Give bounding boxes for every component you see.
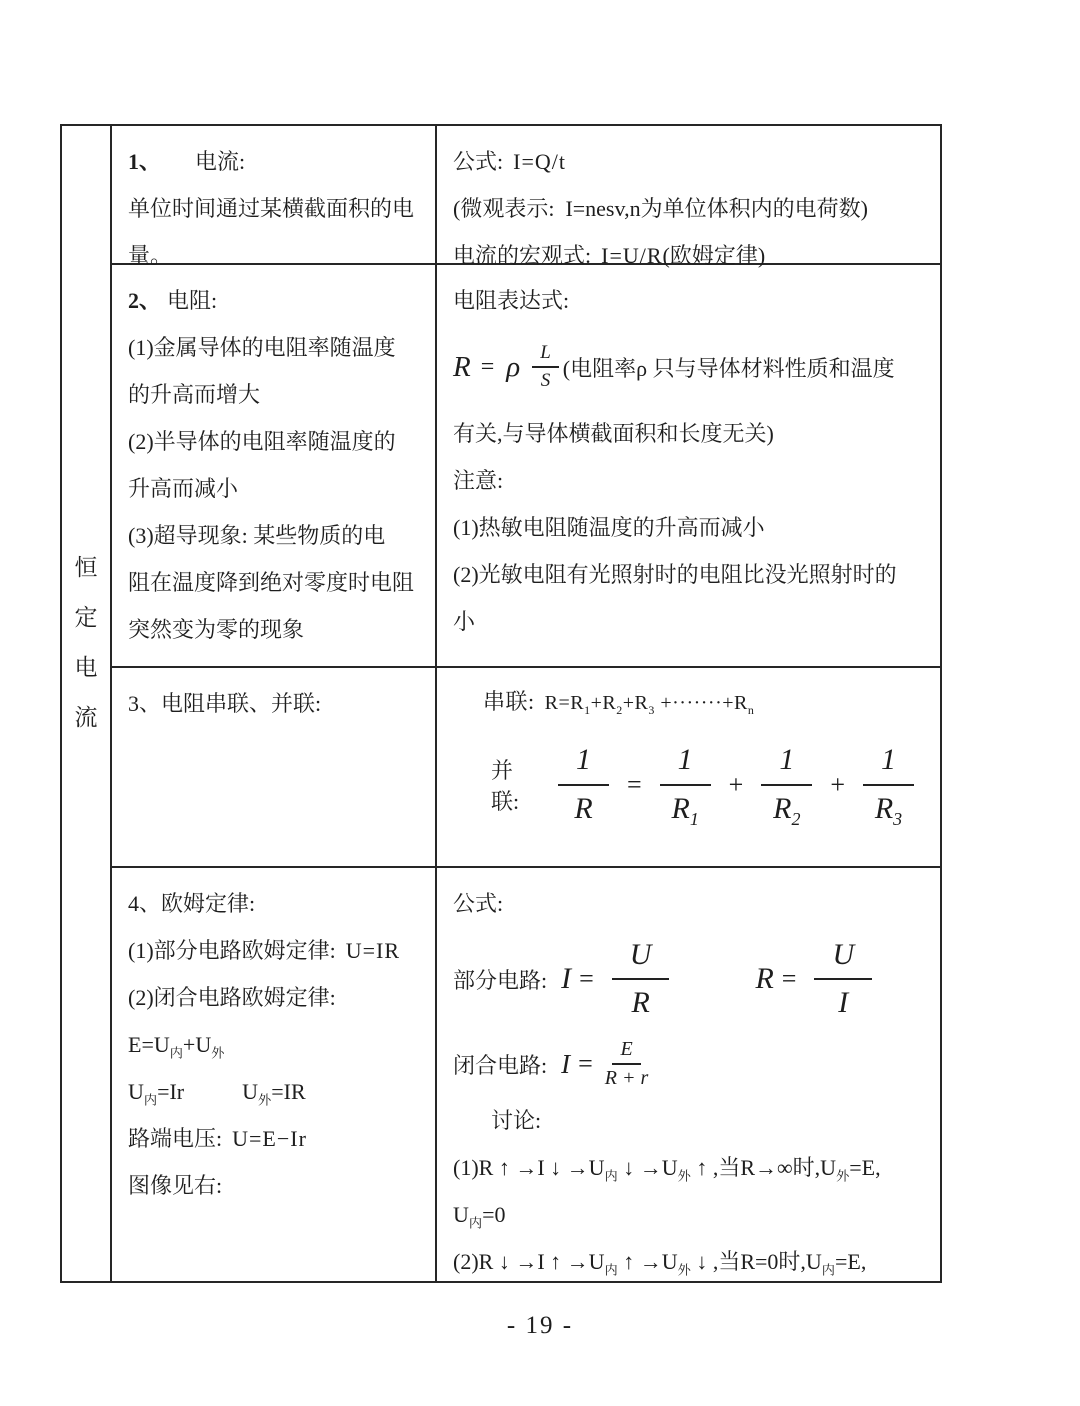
fraction-numerator: L [532, 342, 559, 368]
formula-U-E-Ir: U=E−Ir [232, 1126, 307, 1151]
subscript-wai: 外 [258, 1092, 272, 1108]
partial-circuit-formula-line [453, 927, 924, 1031]
cell-r3-left-series-parallel [110, 668, 435, 868]
discussion-text: ↓ →U [617, 1155, 678, 1180]
partial-ohm-label: (1)部分电路欧姆定律: [128, 938, 336, 963]
u-nei-formula: U [128, 1079, 144, 1104]
r4-item-line: (2)闭合电路欧姆定律: [128, 985, 336, 1010]
graph-note-line: 图像见右: [128, 1173, 223, 1198]
r1-formula-line [453, 138, 924, 185]
side-label-constant-current [62, 126, 110, 1281]
subscript-nei: 内 [604, 1262, 618, 1278]
subscript-nei: 内 [604, 1168, 618, 1184]
r1-micro-line: (微观表示: I=nesv,n为单位体积内的电荷数) [453, 196, 868, 221]
terminal-voltage-line [128, 1115, 419, 1162]
fraction-denominator: R [631, 986, 650, 1019]
side-label-char: 流 [74, 705, 98, 730]
side-label-char: 定 [74, 605, 98, 630]
item-number: 4、 [128, 891, 162, 916]
subscript: 1 [584, 703, 591, 717]
emf-formula-line [128, 1021, 419, 1068]
attention-item: (1)热敏电阻随温度的升高而减小 [453, 515, 765, 540]
subscript: 2 [616, 703, 623, 717]
formula-U-IR: U=IR [345, 938, 401, 963]
page-number: - 19 - [506, 1312, 574, 1339]
macro-label: 电流的宏观式: [453, 243, 592, 268]
cell-r2-right-resistance-expression [435, 265, 940, 668]
series-formula: +R [590, 692, 617, 714]
subscript-nei: 内 [821, 1262, 835, 1278]
r3-title-line [128, 680, 419, 727]
fraction-denominator: S [540, 370, 551, 391]
discussion-text: (2)R ↓ →I ↑ →U [453, 1249, 605, 1274]
r2-body-line: (3)超导现象: 某些物质的电 [128, 523, 386, 548]
fraction-denominator: $R_1$ [671, 791, 699, 829]
fraction-numerator: 1 [863, 743, 914, 786]
equals-sign: = [781, 964, 797, 993]
subscript: 3 [648, 703, 655, 717]
item-title: 电流: [195, 149, 246, 174]
fraction-1-R2 [761, 743, 812, 829]
fraction-L-S [532, 342, 559, 392]
u-wai-formula: U [242, 1079, 259, 1104]
fraction-numerator: 1 [761, 743, 812, 786]
discussion-item-1 [453, 1144, 924, 1191]
fraction-denominator: $R_3$ [874, 791, 903, 829]
cell-r4-right-ohms-law-formulas [435, 868, 940, 1281]
voltage-formula-line [128, 1068, 419, 1115]
fraction-numerator: 1 [660, 743, 711, 786]
fraction-denominator: R + r [604, 1067, 649, 1089]
discussion-text: U [453, 1202, 469, 1227]
side-label-char: 恒 [74, 555, 98, 580]
r2-title-line [128, 277, 419, 324]
plus-sign: + [830, 769, 845, 799]
discussion-item-2 [453, 1238, 924, 1285]
cell-r1-right-current-formulas [435, 126, 940, 268]
subscript-wai: 外 [677, 1262, 691, 1278]
subscript: 1 [689, 808, 699, 829]
r4-title-line [128, 880, 419, 927]
formula-lhs-I: I [561, 962, 572, 995]
formula-label: 公式: [453, 149, 504, 174]
r1-body-line: 量。 [128, 243, 173, 268]
series-formula: R=R [544, 692, 585, 714]
fraction-numerator: U [612, 938, 670, 981]
r1-body-line: 单位时间通过某横截面积的电 [128, 196, 415, 221]
equals-sign: = [626, 769, 642, 799]
subscript-nei: 内 [169, 1045, 183, 1061]
fraction-E-Rr [605, 1038, 649, 1090]
series-formula-line [483, 680, 924, 725]
formula-lhs-I: I [561, 1048, 571, 1079]
subscript-wai: 外 [211, 1045, 225, 1061]
discussion-text: ↓ ,当R=0时,U [690, 1249, 822, 1274]
r2-body-line: 突然变为零的现象 [128, 617, 305, 642]
emf-formula: E=U [128, 1032, 170, 1057]
formula-lhs-R: R [755, 962, 774, 995]
subscript: n [747, 703, 755, 717]
fraction-numerator: E [612, 1038, 640, 1065]
fraction-denominator: R [574, 791, 593, 825]
emf-formula: +U [182, 1032, 212, 1057]
r2-body-line: 阻在温度降到绝对零度时电阻 [128, 570, 415, 595]
formula-I-Qt: I=Q/t [513, 149, 566, 174]
cell-r4-left-ohms-law [110, 868, 435, 1281]
cell-r1-left-current-definition [110, 126, 435, 268]
cell-r3-right-series-parallel-formulas [435, 668, 940, 868]
fraction-numerator: U [814, 938, 872, 981]
side-label-char: 电 [74, 655, 98, 680]
discussion-text: ↑ ,当R→∞时,U [690, 1155, 837, 1180]
item-number: 2、 [128, 288, 162, 313]
equals-sign: = [480, 353, 495, 380]
fraction-U-R [612, 938, 670, 1021]
item-title: 电阻: [167, 288, 218, 313]
closed-circuit-label: 闭合电路: [453, 1052, 548, 1078]
discussion-label: 讨论: [491, 1108, 542, 1133]
resistivity-note: (电阻率ρ 只与导体材料性质和温度 [562, 355, 895, 381]
closed-circuit-formula-line [453, 1031, 924, 1097]
subscript: 3 [893, 808, 903, 829]
plus-sign: + [728, 769, 744, 799]
parallel-formula-line [491, 743, 924, 829]
fraction-numerator: 1 [558, 743, 609, 786]
discussion-text: =E, [834, 1249, 867, 1274]
r4-heading: 公式: [453, 891, 504, 916]
equals-sign: = [578, 1049, 593, 1078]
discussion-item-1-wrap [453, 1191, 924, 1238]
subscript-wai: 外 [836, 1168, 850, 1184]
fraction-1-R1 [660, 743, 711, 829]
series-formula: +R [622, 692, 649, 714]
attention-item-wrap: 小 [453, 609, 476, 634]
discussion-text: ↑ →U [617, 1249, 678, 1274]
formula-I-UR: I=U/R [601, 243, 663, 268]
fraction-denominator: $R_2$ [773, 791, 801, 829]
subscript-wai: 外 [677, 1168, 691, 1184]
resistivity-formula-line [453, 324, 924, 410]
fraction-U-I [814, 938, 872, 1021]
subscript-nei: 内 [143, 1092, 158, 1108]
formula-lhs-R: R [453, 350, 471, 383]
ohm-law-note: (欧姆定律) [662, 243, 766, 268]
notes-table [60, 124, 942, 1283]
r2-body-line: 升高而减小 [128, 476, 239, 501]
fraction-1-R [558, 743, 609, 826]
r4-item-line [128, 927, 419, 974]
subscript-nei: 内 [468, 1215, 483, 1231]
equals-sign: = [579, 964, 594, 993]
item-number: 3、 [128, 691, 162, 716]
discussion-text: =E, [849, 1155, 881, 1180]
r2-body-line: (2)半导体的电阻率随温度的 [128, 429, 396, 454]
u-nei-formula: =Ir [157, 1079, 185, 1104]
series-formula: +·······+R [654, 692, 748, 714]
r1-title-line [128, 138, 419, 185]
discussion-text: (1)R ↑ →I ↓ →U [453, 1155, 605, 1180]
r2-body-line: (1)金属导体的电阻率随温度 [128, 335, 396, 360]
attention-item: (2)光敏电阻有光照射时的电阻比没光照射时的 [453, 562, 897, 587]
subscript: 2 [791, 808, 801, 829]
r2-body-line: 的升高而增大 [128, 382, 261, 407]
u-wai-formula: =IR [271, 1079, 306, 1104]
discussion-text: =0 [482, 1202, 506, 1227]
resistivity-note-wrap: 有关,与导体横截面积和长度无关) [453, 421, 774, 446]
item-number: 1、 [128, 149, 162, 174]
item-title: 电阻串联、并联: [161, 691, 322, 716]
attention-label: 注意: [453, 468, 504, 493]
fraction-denominator: I [838, 986, 849, 1019]
parallel-label: 并联: [491, 757, 520, 814]
series-label: 串联: [483, 689, 535, 714]
fraction-1-R3 [863, 743, 914, 829]
item-title: 欧姆定律: [161, 891, 256, 916]
cell-r2-left-resistance [110, 265, 435, 668]
terminal-voltage-label: 路端电压: [128, 1126, 223, 1151]
r2-heading: 电阻表达式: [453, 288, 570, 313]
partial-circuit-label: 部分电路: [453, 967, 548, 993]
rho-symbol: ρ [506, 350, 521, 383]
